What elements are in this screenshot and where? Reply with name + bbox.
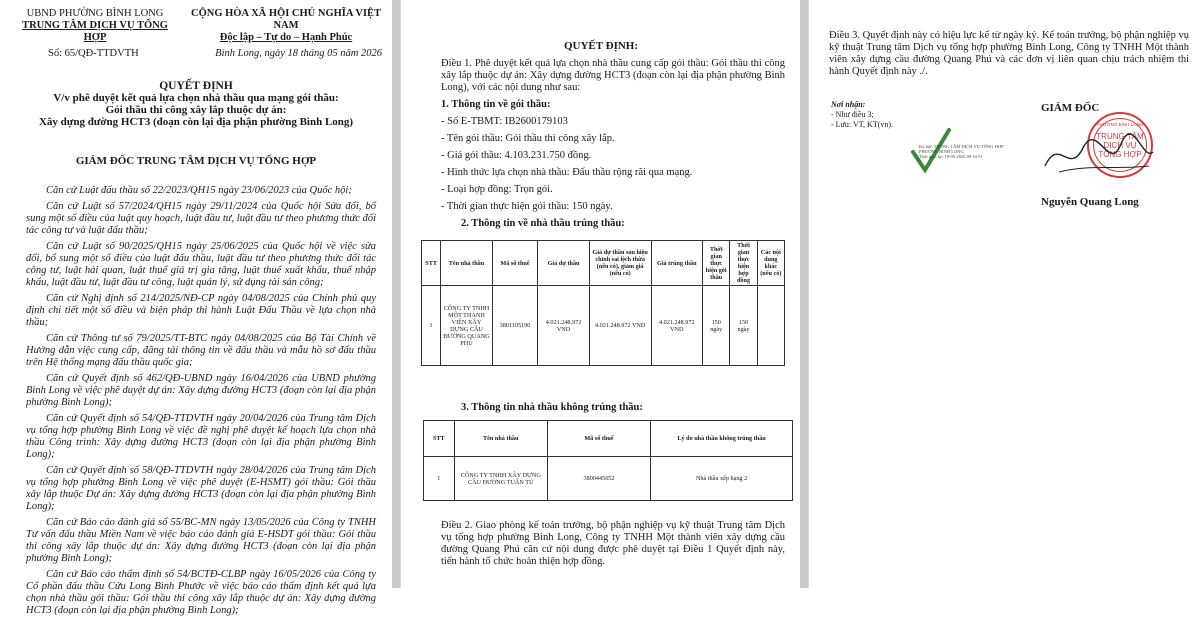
legal-basis [26, 185, 376, 621]
signature-line: Thời gian ký: 19-05-2026 09:10:51 [919, 154, 983, 159]
decision-title [10, 80, 382, 128]
signer-position: GIÁM ĐỐC [1041, 102, 1100, 114]
table-cell: CÔNG TY TNHH MỘT THÀNH VIÊN XÂY DỰNG CẦU ĐƯỜNG QUANG PHÚ [441, 286, 493, 366]
col-header: Thời gian thực hiện gói thầu [703, 241, 730, 286]
handwritten-signature [1039, 126, 1159, 182]
stamp-line: DỊCH VỤ [1103, 141, 1137, 150]
signature-area [909, 112, 1189, 192]
table-cell [757, 286, 784, 366]
article-1-text: Điều 1. Phê duyệt kết quả lựa chọn nhà thầu cung cấp gói thầu: Gói thầu thi công xây lắp thuộc dự án: Xây dựng đường HCT3 (đoạn còn lại địa phận phường Bình Long), với các nội dung như sau: [441, 58, 785, 93]
country-name: CỘNG HÒA XÃ HỘI CHỦ NGHĨA VIỆT NAM [191, 8, 381, 31]
col-header: Mã số thuế [492, 241, 538, 286]
recipient-item: - Như điều 3; [831, 110, 874, 119]
issuing-org [10, 8, 180, 44]
col-header: STT [424, 421, 455, 457]
basis-item: Căn cứ Quyết định số 58/QĐ-TTDVTH ngày 28/04/2026 của Trung tâm Dịch vụ tổng hợp phường Bình Long về việc phê duyệt (E-HSMT) gói thầu: Gói thầu xây lắp thuộc Dự án: Xây dựng đường HCT3 (đoạn còn lại địa phận phường Bình Long); [26, 465, 376, 512]
package-info [441, 116, 785, 213]
table-header-row [422, 241, 785, 286]
package-item: - Loại hợp đồng: Trọn gói. [441, 184, 553, 195]
col-header: STT [422, 241, 441, 286]
col-header: Giá dự thầu sau hiệu chỉnh sai lệch thừa (nếu có), giảm giá (nếu có) [589, 241, 651, 286]
stamp-line: TRUNG TÂM [1096, 132, 1144, 141]
title: QUYẾT ĐỊNH [159, 80, 233, 92]
org-name: TRUNG TÂM DỊCH VỤ TỔNG HỢP [22, 20, 168, 43]
basis-item: Căn cứ Báo cáo đánh giá số 55/BC-MN ngày 13/05/2026 của Công ty TNHH Tư vấn đấu thầu Miền Nam về việc báo cáo đánh giá E-HSDT gói thầu: Gói thầu thi công xây lắp thuộc dự án: Xây dựng đường HCT3 (đoạn còn lại địa phận phường Bình Long); [26, 517, 376, 564]
motto: Độc lập – Tự do – Hạnh Phúc [219, 32, 353, 43]
table-cell: Nhà thầu xếp hạng 2 [651, 457, 793, 501]
basis-item: Căn cứ Thông tư số 79/2025/TT-BTC ngày 04/08/2025 của Bộ Tài Chính về Hướng dẫn việc cung cấp, đăng tải thông tin về đấu thầu và mẫu hồ sơ đấu thầu trên Hệ thống mạng đấu thầu quốc gia; [26, 333, 376, 368]
decision-heading: QUYẾT ĐỊNH: [563, 40, 639, 52]
article-1 [441, 58, 785, 218]
package-item: - Hình thức lựa chọn nhà thầu: Đấu thầu rộng rãi qua mạng. [441, 167, 693, 178]
title-line-2: V/v phê duyệt kết quả lựa chọn nhà thầu qua mạng gói thầu: [53, 92, 339, 104]
basis-item: Căn cứ Luật số 57/2024/QH15 ngày 29/11/2024 của Quốc hội Sửa đổi, bổ sung một số điều của luật quy hoạch, luật đầu tư, luật đầu tư theo phương thức đối tác công tư và luật đấu thầu; [26, 201, 376, 236]
table-cell: 4.021.248.972 VND [589, 286, 651, 366]
section-1-heading: 1. Thông tin về gói thầu: [441, 99, 551, 110]
issuing-authority: GIÁM ĐỐC TRUNG TÂM DỊCH VỤ TỔNG HỢP [75, 155, 317, 167]
col-header: Mã số thuế [547, 421, 650, 457]
col-header: Lý do nhà thầu không trúng thầu [651, 421, 793, 457]
package-item: - Thời gian thực hiện gói thầu: 150 ngày. [441, 201, 613, 212]
table-cell: 1 [422, 286, 441, 366]
document-number: Số: 65/QĐ-TTDVTH [48, 48, 139, 59]
document-date: Bình Long, ngày 18 tháng 05 năm 2026 [215, 48, 382, 59]
col-header: Giá dự thầu [538, 241, 590, 286]
section-3-heading: 3. Thông tin nhà thầu không trúng thầu: [461, 402, 643, 413]
col-header: Giá trúng thầu [651, 241, 703, 286]
basis-item: Căn cứ Báo cáo thẩm định số 54/BCTĐ-CLBP ngày 16/05/2026 của Công ty Cổ phần đấu thầu Cửu Long Bình Phước về việc báo cáo thẩm định kết quả lựa chọn nhà thầu gói thầu: Gói thầu thi công xây lắp thuộc dự án: Xây dựng đường HCT3 (đoạn còn lại địa phận phường Bình Long); [26, 569, 376, 616]
title-line-4: Xây dựng đường HCT3 (đoạn còn lại địa phận phường Bình Long) [38, 116, 354, 128]
table-cell: 1 [424, 457, 455, 501]
stamp-line: TỔNG HỢP [1098, 150, 1142, 159]
package-item: - Số E-TBMT: IB2600179103 [441, 116, 568, 127]
title-line-3: Gói thầu thi công xây lắp thuộc dự án: [105, 104, 287, 116]
recipient-item: - Lưu: VT, KT(vn). [831, 120, 894, 129]
signature-info [919, 144, 1029, 159]
table-row [422, 286, 785, 366]
table-cell: 3801105190 [492, 286, 538, 366]
table-cell: 4.021.248.972 VND [651, 286, 703, 366]
basis-item: Căn cứ Nghị định số 214/2025/NĐ-CP ngày 04/08/2025 của Chính phủ quy định chi tiết một số điều và biện pháp thi hành Luật Đấu Thầu về lựa chọn nhà thầu; [26, 293, 376, 328]
signature-line: PHƯỜNG BÌNH LONG [919, 149, 964, 154]
recipients [831, 100, 893, 130]
basis-item: Căn cứ Luật số 90/2025/QH15 ngày 25/06/2025 của Quốc hội về việc sửa đổi, bổ sung một số điều của luật đấu thầu, luật đầu tư theo phương thức đối tác công tư, luật hải quan, luật thuế giá trị gia tăng, luật thuế xuất khẩu, thuế nhập khẩu, luật đầu tư, luật đầu tư công, luật quản lý, sử dụng tài sản công; [26, 241, 376, 288]
document-header [10, 8, 382, 68]
section-2-heading: 2. Thông tin về nhà thầu trúng thầu: [461, 218, 625, 229]
signature-line: Ký bởi: TRUNG TÂM DỊCH VỤ TỔNG HỢP [919, 144, 1004, 149]
signer-name: Nguyễn Quang Long [1041, 196, 1139, 208]
winning-bidder-table [421, 240, 785, 366]
basis-item: Căn cứ Luật đấu thầu số 22/2023/QH15 ngày 23/06/2023 của Quốc hội; [46, 185, 352, 196]
table-cell: 4.021.248.972 VND [538, 286, 590, 366]
page-gap [800, 0, 808, 588]
losing-bidder-table [423, 420, 793, 501]
table-cell: CÔNG TY TNHH XÂY DỰNG CẦU ĐƯỜNG TUẤN TÚ [454, 457, 547, 501]
document-page-2 [400, 0, 801, 588]
col-header: Thời gian thực hiện hợp đồng [730, 241, 757, 286]
basis-item: Căn cứ Quyết định số 54/QĐ-TTDVTH ngày 20/04/2026 của Trung tâm Dịch vụ tổng hợp phường Bình Long về việc đề nghị phê duyệt kế hoạch lựa chọn nhà thầu Công trình: Xây dựng đường HCT3 (đoạn còn lại địa phận phường Bình Long); [26, 413, 376, 460]
document-page-3 [808, 0, 1201, 588]
package-item: - Giá gói thầu: 4.103.231.750 đồng. [441, 150, 592, 161]
col-header: Tên nhà thầu [441, 241, 493, 286]
table-cell: 150 ngày [730, 286, 757, 366]
article-2: Điều 2. Giao phòng kế toán trưởng, bộ phận nghiệp vụ kỹ thuật Trung tâm Dịch vụ tổng hợp phường Bình Long, Công ty TNHH Một thành viên xây dựng cầu đường Quang Phú căn cứ nội dung được phê duyệt tại Điều 1 Quyết định này, tiến hành tổ chức hoàn thiện hợp đồng. [441, 520, 785, 567]
org-parent: UBND PHƯỜNG BÌNH LONG [26, 8, 164, 19]
national-title [188, 8, 384, 44]
recipients-label: Nơi nhận: [831, 100, 866, 109]
article-3: Điều 3. Quyết định này có hiệu lực kể từ ngày ký. Kế toán trưởng, bộ phận nghiệp vụ kỹ thuật Trung tâm Dịch vụ tổng hợp phường Bình Long, Công ty TNHH Một thành viên xây dựng cầu đường Quang Phú và các đơn vị liên quan chịu trách nhiệm thi hành Quyết định này ./. [829, 30, 1189, 77]
stamp-text: PHƯỜNG BÌNH LONG [1096, 122, 1144, 127]
page-gap [392, 0, 400, 588]
table-header-row [424, 421, 793, 457]
table-row [424, 457, 793, 501]
basis-item: Căn cứ Quyết định số 462/QĐ-UBND ngày 16/04/2026 của UBND phường Bình Long về việc phê duyệt dự án: Xây dựng đường HCT3 (đoạn còn lại địa phận phường Bình Long); [26, 373, 376, 408]
col-header: Các nội dung khác (nếu có) [757, 241, 784, 286]
table-cell: 3800445652 [547, 457, 650, 501]
package-item: - Tên gói thầu: Gói thầu thi công xây lắp. [441, 133, 615, 144]
table-cell: 150 ngày [703, 286, 730, 366]
col-header: Tên nhà thầu [454, 421, 547, 457]
document-page-1 [0, 0, 392, 616]
